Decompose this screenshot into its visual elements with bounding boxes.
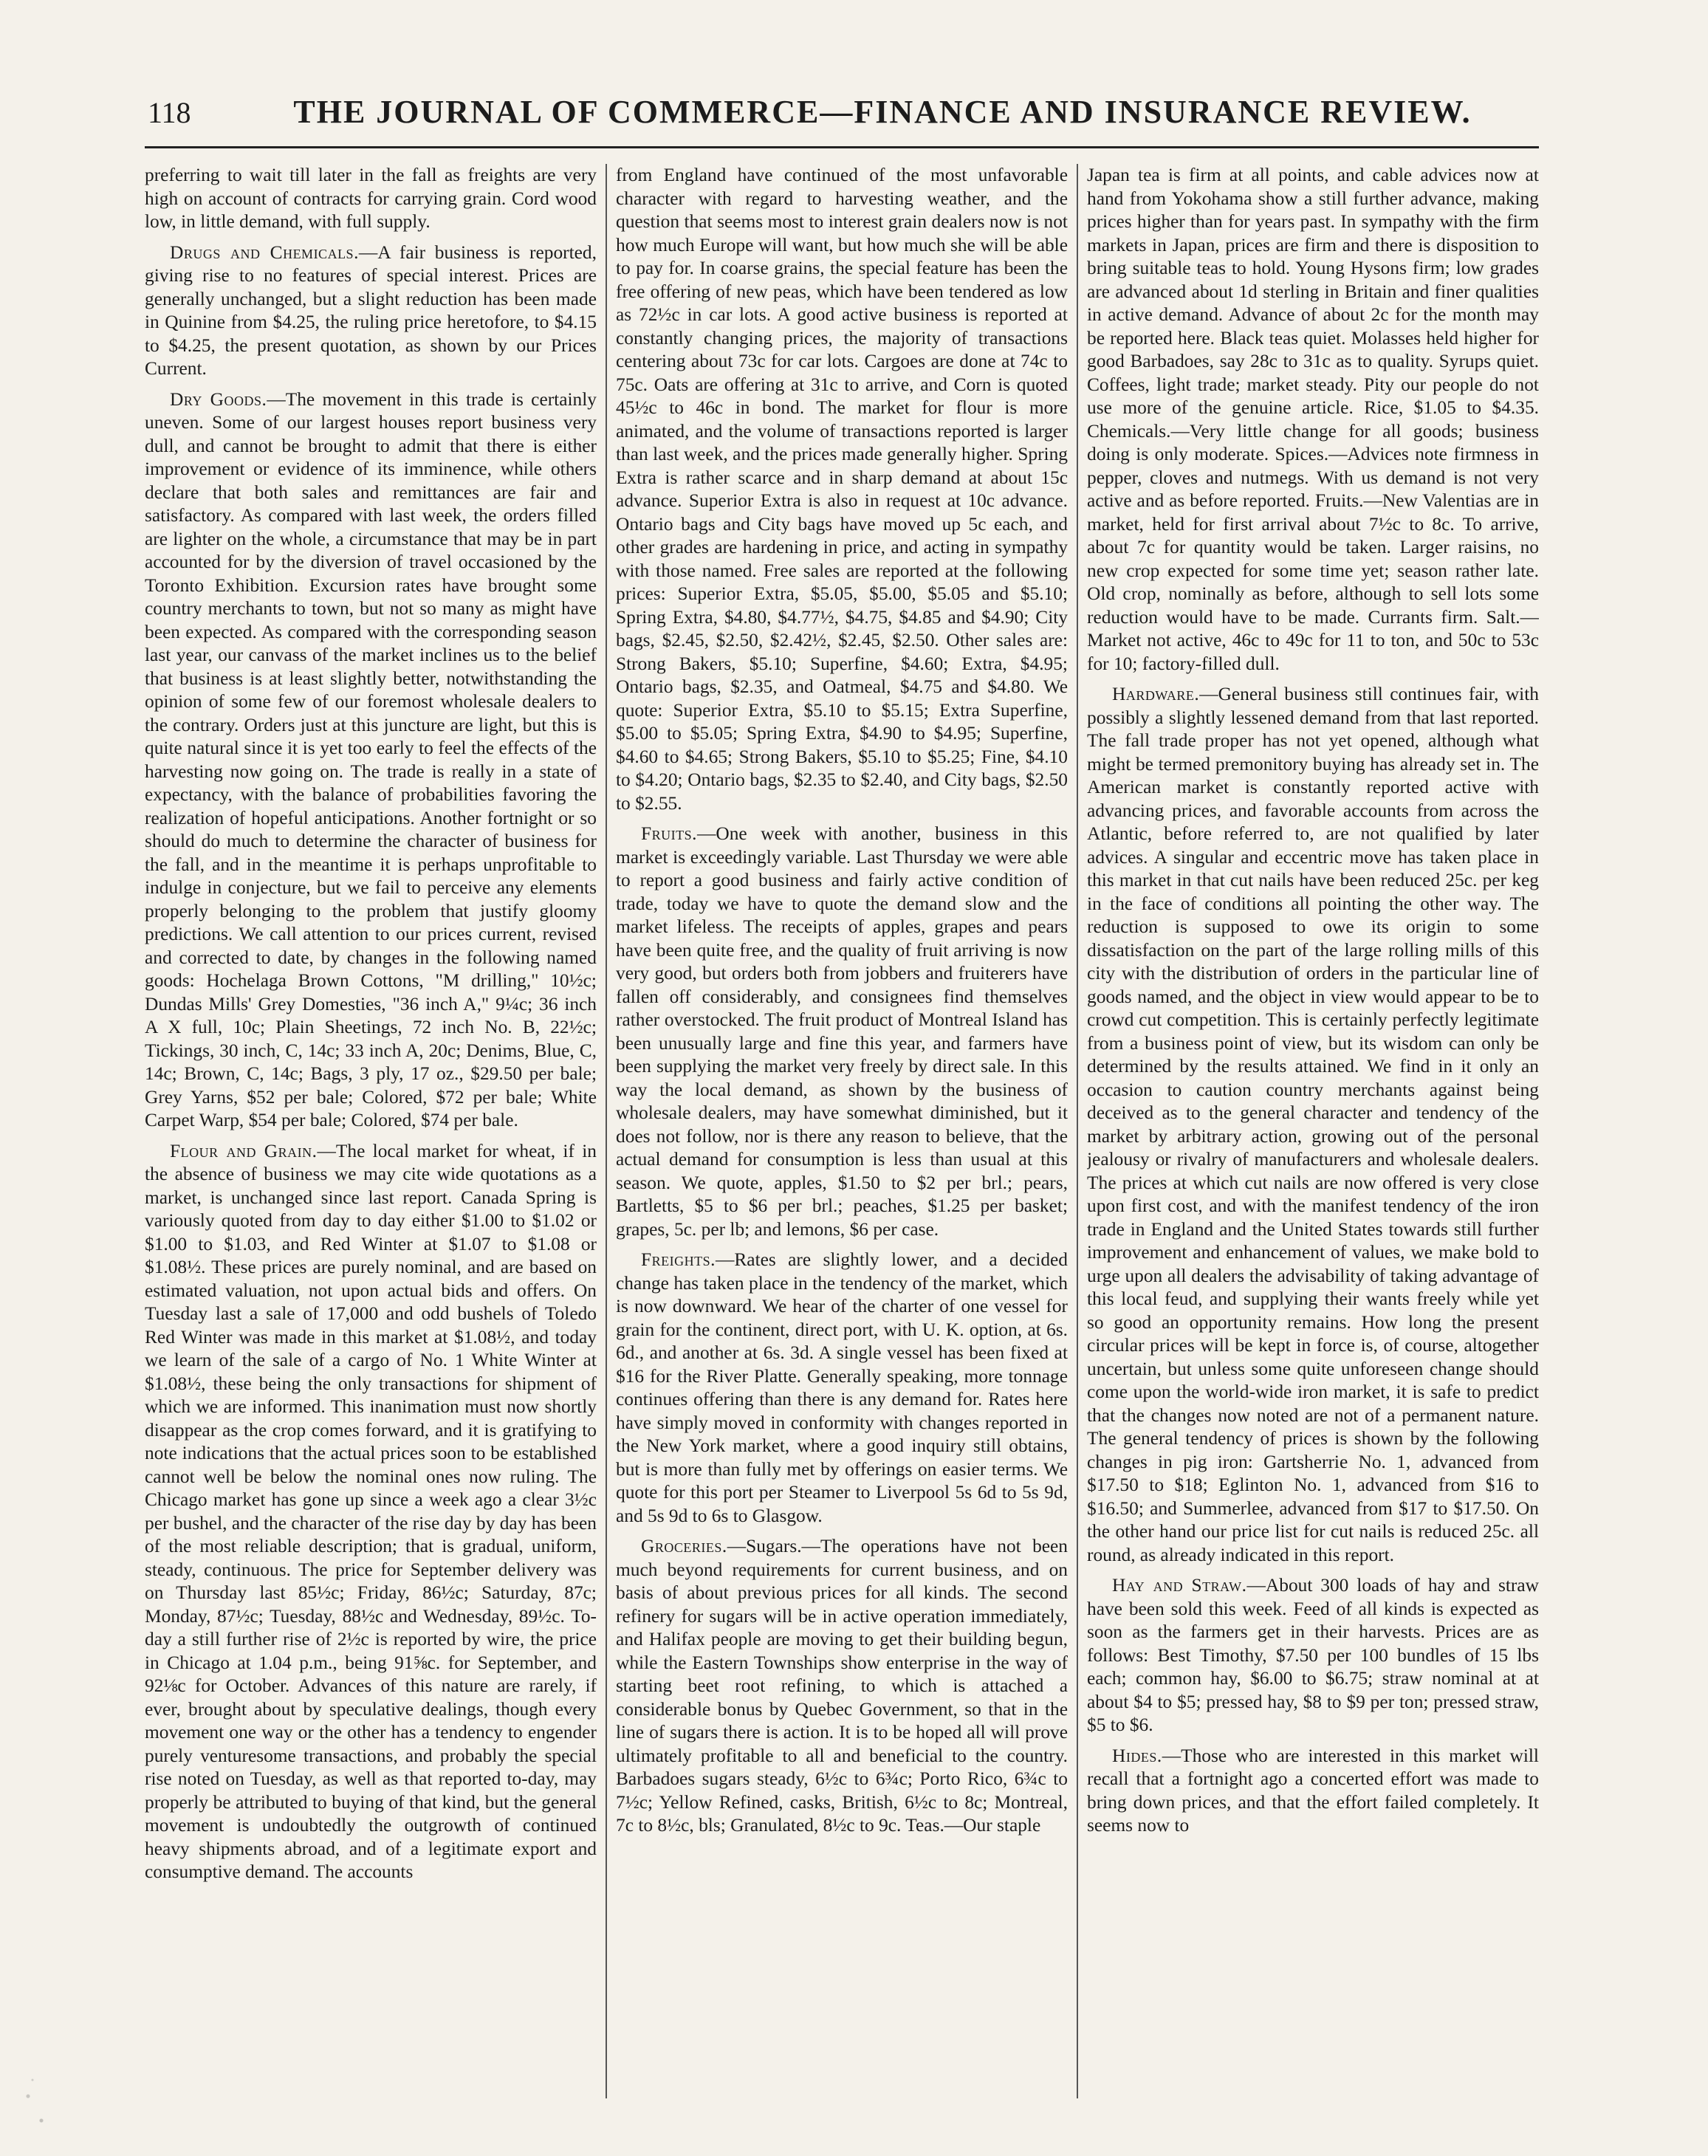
article-paragraph: Hay and Straw.—About 300 loads of hay and straw have been sold this week. Feed of all kinds is expected as soon as the farmers get in their harvests. Prices are as follows: Best Timothy, $7.50 per 100 bundles of 15 lbs each; common hay, $6.00 to $6.75; straw nominal at at about $4 to $5; pressed hay, $8 to $9 per ton; pressed straw, $5 to $6. bbox=[1087, 1575, 1539, 1735]
column-1 bbox=[145, 164, 597, 2113]
article-paragraph: Flour and Grain.—The local market for wheat, if in the absence of business we may cite wide quotations as a market, is unchanged since last report. Canada Spring is variously quoted from day to day either $1.00 to $1.02 or $1.00 to $1.03, and Red Winter at $1.07 to $1.08 or $1.08½. These prices are purely nominal, and are based on estimated valuation, not upon actual bids and offers. On Tuesday last a sale of 17,000 and odd bushels of Toledo Red Winter was made in this market at $1.08½, and today we learn of the sale of a cargo of No. 1 White Winter at $1.08½, these being the only transactions for shipment of which we are informed. This inanimation must now shortly disappear as the crop comes forward, and it is gratifying to note indications that the actual prices soon to be established cannot well be below the nominal ones now ruling. The Chicago market has gone up since a week ago a clear 3½c per bushel, and the character of the rise day by day has been of the most reliable description; that is gradual, uniform, steady, continuous. The price for September delivery was on Thursday last 85½c; Friday, 86½c; Saturday, 87c; Monday, 87½c; Tuesday, 88½c and Wednesday, 89½c. To-day a still further rise of 2½c is reported by wire, the price in Chicago at 1.04 p.m., being 91⅝c. for September, and 92⅛c for October. Advances of this nature are rarely, if ever, brought about by speculative dealings, though every movement one way or the other has a tendency to engender purely venturesome transactions, and probably the special rise noted on Tuesday, as well as that reported to-day, may properly be attributed to buying of that kind, but the general movement is undoubtedly the outgrowth of continued heavy shipments abroad, and of a legitimate export and consumptive demand. The accounts bbox=[145, 1140, 597, 1882]
column-2 bbox=[616, 164, 1068, 2113]
page-header bbox=[148, 93, 1536, 137]
section-heading: Flour and Grain. bbox=[170, 1140, 318, 1161]
section-heading: Groceries. bbox=[641, 1536, 727, 1556]
article-paragraph: Dry Goods.—The movement in this trade is certainly uneven. Some of our largest houses report business very dull, and cannot be brought to admit that there is either improvement or evidence of its imminence, while others declare that both sales and remittances are fair and satisfactory. As compared with last week, the orders filled are lighter on the whole, a circumstance that may be in part accounted for by the diversion of travel occasioned by the Toronto Exhibition. Excursion rates have brought some country merchants to town, but not so many as might have been expected. As compared with the corresponding season last year, our canvass of the market inclines us to the belief that business is at least slightly better, notwithstanding the opinion of some few of our foremost wholesale dealers to the contrary. Orders just at this juncture are light, but this is quite natural since it is yet too early to feel the effects of the harvesting now going on. The trade is really in a state of expectancy, with the balance of probabilities favoring the realization of hopeful anticipations. Another fortnight or so should do much to determine the character of business for the fall, and in the meantime it is perhaps unprofitable to indulge in conjecture, but we fail to perceive any elements properly belonging to the problem that justify gloomy predictions. We call attention to our prices current, revised and corrected to date, by changes in the following named goods: Hochelaga Brown Cottons, "M drilling," 10½c; Dundas Mills' Grey Domesties, "36 inch A," 9¼c; 36 inch A X full, 10c; Plain Sheetings, 72 inch No. B, 22½c; Tickings, 30 inch, C, 14c; 33 inch A, 20c; Denims, Blue, C, 14c; Brown, C, 14c; Bags, 3 ply, 17 oz., $29.50 per bale; Grey Yarns, $52 per bale; Colored, $72 per bale; White Carpet Warp, $54 per bale; Colored, $74 per bale. bbox=[145, 388, 597, 1130]
column-divider bbox=[606, 164, 607, 2098]
article-paragraph: preferring to wait till later in the fall as freights are very high on account of contracts for carrying grain. Cord wood low, in little demand, with full supply. bbox=[145, 165, 597, 232]
section-heading: Hides. bbox=[1112, 1745, 1162, 1766]
section-heading: Drugs and Chemicals. bbox=[170, 241, 359, 263]
journal-title: THE JOURNAL OF COMMERCE—FINANCE AND INSURANCE REVIEW. bbox=[293, 94, 1472, 130]
article-paragraph: from England have continued of the most unfavorable character with regard to harvesting weather, and the question that seems most to interest grain dealers now is not how much Europe will want, but how much she will be able to pay for. In coarse grains, the special feature has been the free offering of new peas, which have been tendered as low as 72½c in car lots. A good active business is reported at constantly changing prices, the majority of transactions centering about 73c for car lots. Cargoes are done at 74c to 75c. Oats are offering at 31c to arrive, and Corn is quoted 45½c to 46c in bond. The market for flour is more animated, and the volume of transactions reported is larger than last week, and the prices made generally higher. Spring Extra is rather scarce and in sharp demand at about 15c advance. Superior Extra is also in request at 10c advance. Ontario bags and City bags have moved up 5c each, and other grades are hardening in price, and acting in sympathy with those named. Free sales are reported at the following prices: Superior Extra, $5.05, $5.00, $5.05 and $5.10; Spring Extra, $4.80, $4.77½, $4.75, $4.85 and $4.90; City bags, $2.45, $2.50, $2.42½, $2.45, $2.50. Other sales are: Strong Bakers, $5.10; Superfine, $4.60; Extra, $4.95; Ontario bags, $2.35, and Oatmeal, $4.75 and $4.80. We quote: Superior Extra, $5.10 to $5.15; Extra Superfine, $5.00 to $5.05; Spring Extra, $4.90 to $4.95; Superfine, $4.60 to $4.65; Strong Bakers, $5.10 to $5.25; Fine, $4.10 to $4.20; Ontario bags, $2.35 to $2.40, and City bags, $2.50 to $2.55. bbox=[616, 165, 1068, 814]
article-paragraph: Japan tea is firm at all points, and cable advices now at hand from Yokohama show a still further advance, making prices higher than for years past. In sympathy with the firm markets in Japan, prices are firm and there is disposition to bring suitable teas to hold. Young Hysons firm; low grades are advanced about 1d sterling in Britain and finer qualities in active demand. Advance of about 2c for the month may be reported here. Black teas quiet. Molasses held higher for good Barbadoes, say 28c to 31c as to quality. Syrups quiet. Coffees, light trade; market steady. Pity our people do not use more of the genuine article. Rice, $1.05 to $4.35. Chemicals.—Very little change for all goods; business doing is only moderate. Spices.—Advices note firmness in pepper, cloves and nutmegs. With us demand is not very active and as before reported. Fruits.—New Valentias are in market, held for first arrival about 7½c to 8c. To arrive, about 7c for quantity would be taken. Larger raisins, no new crop expected for some time yet; season rather late. Old crop, nominally as before, although to sell lots some reduction would have to be made. Currants firm. Salt.—Market not active, 46c to 49c for 11 to ton, and 50c to 53c for 10; factory-filled dull. bbox=[1087, 165, 1539, 674]
paper-blemish bbox=[15, 2064, 59, 2145]
article-paragraph: Hardware.—General business still continues fair, with possibly a slightly lessened demand from that last reported. The fall trade proper has not yet opened, although what might be termed premonitory buying has already set in. The American market is constantly reported active with advancing prices, and favorable accounts from across the Atlantic, before referred to, are not qualified by later advices. A singular and eccentric move has taken place in this market in that cut nails have been reduced 25c. per keg in the face of conditions all pointing the other way. The reduction is supposed to owe its origin to some dissatisfaction on the part of the large rolling mills of this city with the distribution of orders in the particular line of goods named, and the object in view would appear to be to crowd cut competition. This is certainly perfectly legitimate from a business point of view, but its wisdom can only be determined by the results attained. We find in it only an occasion to caution country merchants against being deceived as to the general character and tendency of the market by arbitrary action, growing out of the personal jealousy or rivalry of manufacturers and wholesale dealers. The prices at which cut nails are now offered is very close upon first cost, and with the manifest tendency of the iron trade in England and the United States towards still further improvement and enhancement of values, we make bold to urge upon all dealers the advisability of taking advantage of this local feud, and supplying their wants freely while yet so good an opportunity remains. How long the present circular prices will be kept in force is, of course, altogether uncertain, but unless some quite unforeseen change should come upon the world-wide iron market, it is safe to predict that the changes now noted are not of a permanent nature. The general tendency of prices is shown by the following changes in pig iron: Gartsherrie No. 1, advanced from $17.50 to $18; Eglinton No. 1, advanced from $16 to $16.50; and Summerlee, advanced from $17 to $17.50. On the other hand our price list for cut nails is reduced 25c. all round, as already indicated in this report. bbox=[1087, 684, 1539, 1565]
page-number: 118 bbox=[148, 96, 191, 129]
article-paragraph: Fruits.—One week with another, business in this market is exceedingly variable. Last Thursday we were able to report a good business and fairly active condition of trade, today we have to quote the demand slow and the market lifeless. The receipts of apples, grapes and pears have been quite free, and the quality of fruit arriving is now very good, but orders both from jobbers and fruiterers have fallen off considerably, and consignees find themselves rather overstocked. The fruit product of Montreal Island has been unusually large and fine this year, and farmers have been supplying the market very freely by direct sale. In this way the local demand, as shown by the business of wholesale dealers, may have somewhat diminished, but it does not follow, nor is there any reason to believe, that the actual demand for consumption is less than usual at this season. We quote, apples, $1.50 to $2 per brl.; pears, Bartletts, $5 to $6 per brl.; peaches, $1.25 per basket; grapes, 5c. per lb; and lemons, $6 per case. bbox=[616, 823, 1068, 1240]
section-heading: Fruits. bbox=[641, 823, 697, 844]
column-3 bbox=[1087, 164, 1539, 2113]
section-heading: Hardware. bbox=[1112, 684, 1200, 704]
section-heading: Freights. bbox=[641, 1249, 716, 1270]
section-heading: Dry Goods. bbox=[170, 388, 267, 410]
article-paragraph: Groceries.—Sugars.—The operations have not been much beyond requirements for current business, and on basis of about previous prices for all kinds. The second refinery for sugars will be in active operation immediately, and Halifax people are moving to get their building begun, while the Eastern Townships show enterprise in the way of starting beet root refining, to which is attached a considerable bonus by Quebec Government, so that in the line of sugars there is action. It is to be hoped all will prove ultimately profitable to all and beneficial to the country. Barbadoes sugars steady, 6½c to 6¾c; Porto Rico, 6¾c to 7½c; Yellow Refined, casks, British, 6½c to 8c; Montreal, 7c to 8½c, bls; Granulated, 8½c to 9c. Teas.—Our staple bbox=[616, 1536, 1068, 1836]
column-divider bbox=[1077, 164, 1078, 2098]
section-heading: Hay and Straw. bbox=[1112, 1575, 1247, 1596]
article-paragraph: Freights.—Rates are slightly lower, and a decided change has taken place in the tendency of the market, which is now downward. We hear of the charter of one vessel for grain for the continent, direct port, with U. K. option, at 6s. 6d., and another at 6s. 3d. A single vessel has been fixed at $16 for the River Platte. Generally speaking, more tonnage continues offering than there is any demand for. Rates here have simply moved in conformity with changes reported in the New York market, where a good inquiry still obtains, but is more than fully met by offerings on easier terms. We quote for this port per Steamer to Liverpool 5s 6d to 5s 9d, and 5s 9d to 6s to Glasgow. bbox=[616, 1249, 1068, 1526]
text-columns bbox=[145, 164, 1539, 2113]
header-rule bbox=[145, 146, 1539, 148]
article-paragraph: Hides.—Those who are interested in this market will recall that a fortnight ago a concerted effort was made to bring down prices, and that the effort failed completely. It seems now to bbox=[1087, 1745, 1539, 1836]
article-paragraph: Drugs and Chemicals.—A fair business is reported, giving rise to no features of special interest. Prices are generally unchanged, but a slight reduction has been made in Quinine from $4.25, the ruling price heretofore, to $4.15 to $4.25, the present quotation, as shown by our Prices Current. bbox=[145, 241, 597, 379]
